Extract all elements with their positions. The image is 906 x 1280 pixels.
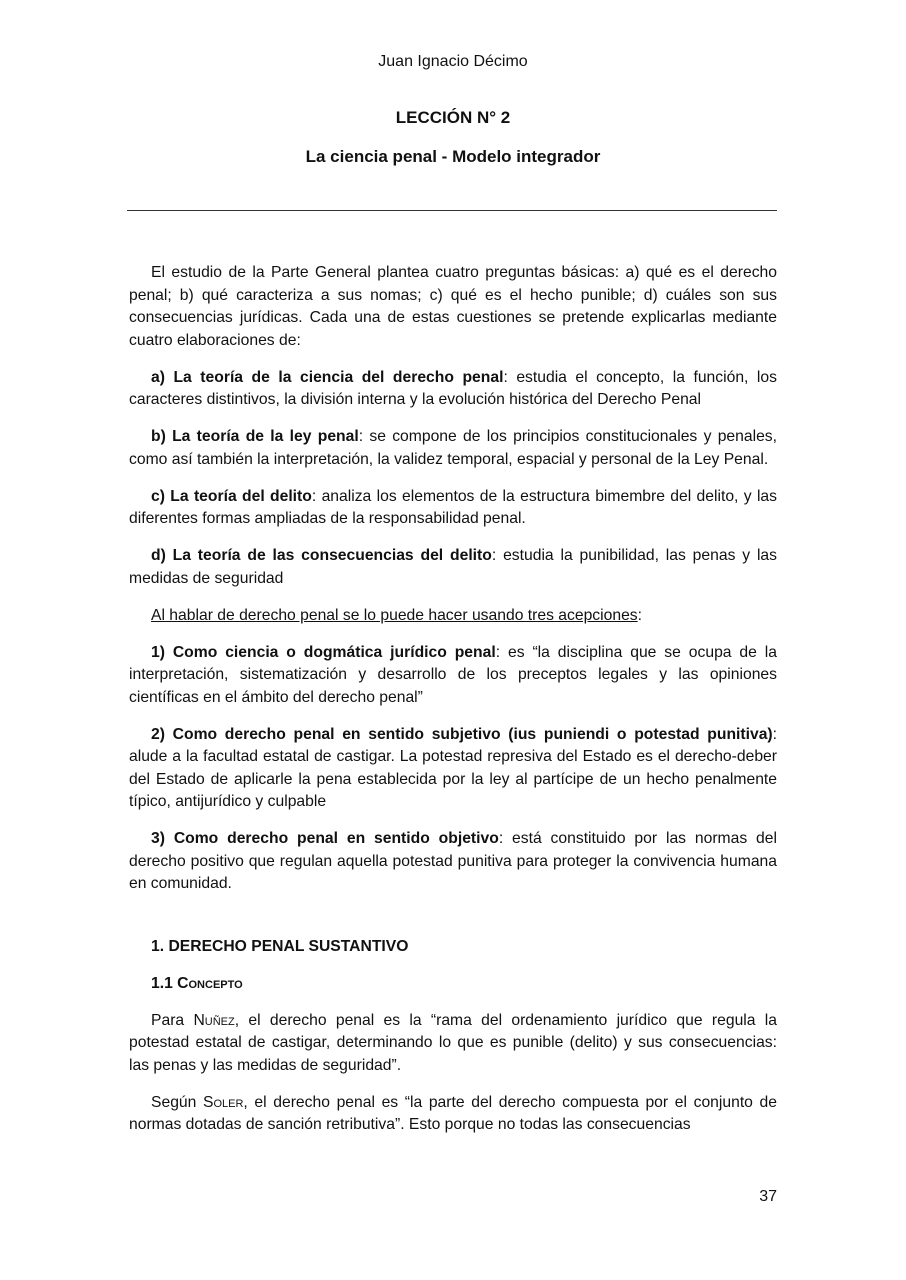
theory-label: c) La teoría del delito	[151, 487, 312, 505]
intro-paragraph: El estudio de la Parte General plantea cuatro preguntas básicas: a) qué es el derecho penal; b) qué caracteriza a sus nomas; c) qué es el hecho punible; d) cuáles son sus consecuencias jurídicas. Cada una de estas cuestiones se pretende explicarlas mediante cuatro elaboraciones de:	[129, 264, 777, 349]
author-name: Soler	[203, 1093, 244, 1111]
body-text	[129, 262, 777, 1151]
theory-label: b) La teoría de la ley penal	[151, 428, 359, 445]
soler-paragraph	[129, 1092, 777, 1137]
acepcion-label: 1) Como ciencia o dogmática jurídico penal	[151, 643, 496, 661]
running-header: Juan Ignacio Décimo	[378, 53, 528, 70]
lesson-title: LECCIÓN N° 2	[395, 108, 511, 127]
acepcion-text: : es “la disciplina que se ocupa de la interpretación, sistematización y desarrollo de los preceptos legales y las opiniones científicas en el ámbito del derecho penal”	[129, 643, 777, 706]
theory-text: : estudia el concepto, la función, los caracteres distintivos, la división interna y la evolución histórica del Derecho Penal	[129, 368, 777, 408]
acepciones-colon: :	[637, 606, 643, 624]
nunez-post: , el derecho penal es la “rama del ordenamiento jurídico que regula la potestad estatal de castigar, determinando lo que es punible (delito) y sus consecuencias: las penas y las medidas de seguridad”.	[129, 1011, 778, 1074]
theory-paragraph	[129, 426, 777, 471]
theory-text: : se compone de los principios constitucionales y penales, como así también la interpretación, la validez temporal, espacial y personal de la Ley Penal.	[129, 428, 778, 468]
theory-text: : analiza los elementos de la estructura bimembre del delito, y las diferentes formas ampliadas de la responsabilidad penal.	[129, 487, 778, 527]
acepcion-label: 3) Como derecho penal en sentido objetivo	[151, 830, 499, 847]
author-name: Nuñez	[193, 1011, 235, 1029]
acepcion-text: : alude a la facultad estatal de castigar. La potestad represiva del Estado es el derecho-deber del Estado de aplicarle la pena establecida por la ley al partícipe de un hecho penalmente típico, antijurídico y culpable	[129, 725, 777, 810]
subsection-number: 1.1	[151, 974, 178, 992]
lesson-subtitle: La ciencia penal - Modelo integrador	[305, 147, 601, 166]
nunez-paragraph	[129, 1010, 777, 1078]
theory-text: : estudia la punibilidad, las penas y las medidas de seguridad	[129, 547, 777, 587]
subsection-heading	[129, 973, 777, 996]
acepciones-intro-underlined: Al hablar de derecho penal se lo puede hacer usando tres acepciones	[151, 606, 638, 624]
page-number: 37	[759, 1188, 777, 1205]
nunez-pre: Para	[151, 1011, 194, 1029]
acepcion-paragraph	[129, 724, 777, 814]
acepcion-paragraph	[129, 642, 777, 710]
acepcion-text: : está constituido por las normas del derecho positivo que regulan aquella potestad punitiva para proteger la convivencia humana en comunidad.	[129, 830, 777, 892]
divider	[127, 210, 777, 211]
section-heading: 1. DERECHO PENAL SUSTANTIVO	[151, 937, 409, 955]
theory-label: a) La teoría de la ciencia del derecho penal	[151, 368, 504, 386]
acepcion-paragraph	[129, 828, 777, 896]
soler-pre: Según	[151, 1093, 203, 1111]
subsection-title: Concepto	[177, 974, 243, 992]
theory-label: d) La teoría de las consecuencias del delito	[151, 547, 492, 564]
acepciones-intro	[129, 605, 777, 628]
theory-paragraph	[129, 545, 777, 590]
theory-paragraph	[129, 486, 777, 531]
soler-post: , el derecho penal es “la parte del derecho compuesta por el conjunto de normas dotadas de sanción retributiva”. Esto porque no todas las consecuencias	[129, 1093, 777, 1133]
acepcion-label: 2) Como derecho penal en sentido subjetivo (ius puniendi o potestad punitiva)	[151, 725, 773, 743]
theory-paragraph	[129, 367, 777, 412]
